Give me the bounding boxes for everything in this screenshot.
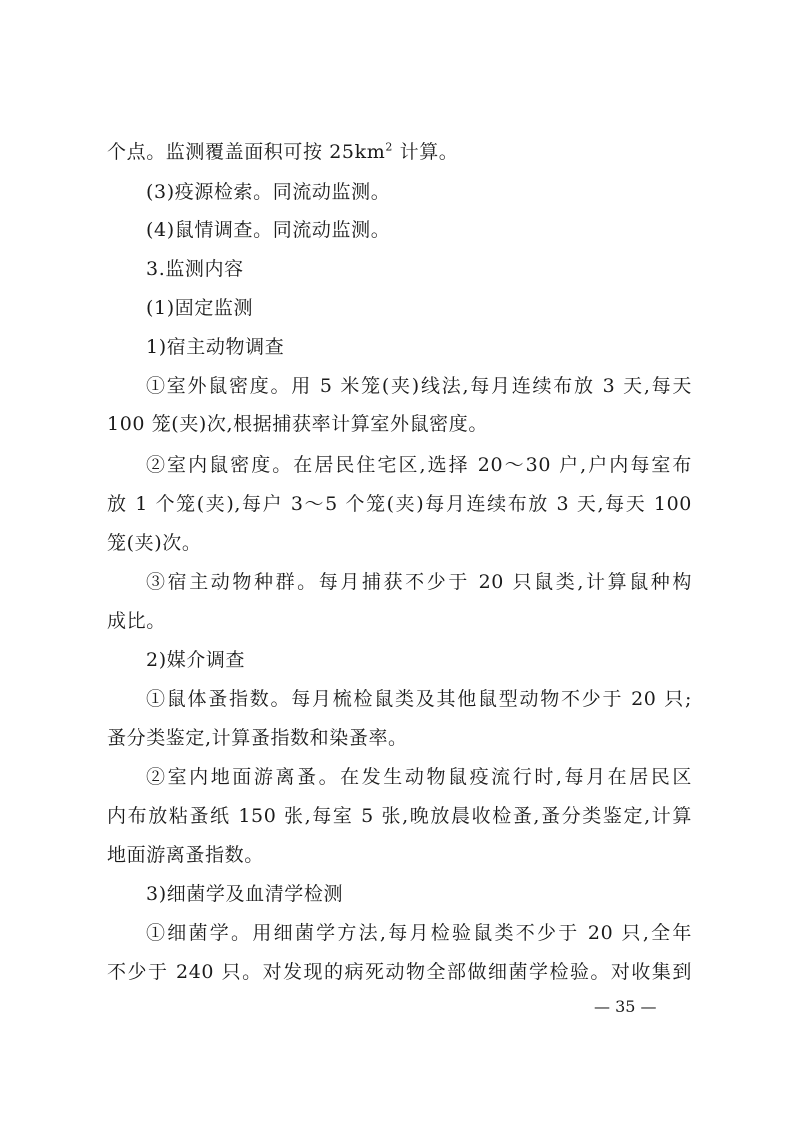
section-heading: 3.监测内容 — [146, 258, 244, 280]
text-span: 个点。监测覆盖面积可按 25km — [107, 141, 386, 163]
superscript: 2 — [385, 140, 393, 154]
text-span: 计算。 — [392, 141, 459, 163]
section-heading: 3)细菌学及血清学检测 — [146, 883, 344, 905]
paragraph-line: 内布放粘蚤纸 150 张,每室 5 张,晚放晨收检蚤,蚤分类鉴定,计算 — [107, 805, 692, 827]
paragraph-line: ①鼠体蚤指数。每月梳检鼠类及其他鼠型动物不少于 20 只; — [146, 688, 692, 710]
paragraph-line: 笼(夹)次。 — [107, 532, 202, 554]
paragraph-line — [107, 140, 458, 164]
paragraph-line: 放 1 个笼(夹),每户 3～5 个笼(夹)每月连续布放 3 天,每天 100 — [107, 493, 692, 515]
paragraph-line: 100 笼(夹)次,根据捕获率计算室外鼠密度。 — [107, 413, 488, 435]
paragraph-line: 不少于 240 只。对发现的病死动物全部做细菌学检验。对收集到 — [107, 961, 692, 983]
section-heading: 2)媒介调查 — [146, 649, 246, 671]
paragraph-line: ③宿主动物种群。每月捕获不少于 20 只鼠类,计算鼠种构 — [146, 571, 692, 593]
paragraph-line: (3)疫源检索。同流动监测。 — [146, 181, 391, 203]
paragraph-line: 蚤分类鉴定,计算蚤指数和染蚤率。 — [107, 727, 408, 749]
section-heading: (1)固定监测 — [146, 297, 254, 319]
paragraph-line: ①细菌学。用细菌学方法,每月检验鼠类不少于 20 只,全年 — [146, 922, 692, 944]
paragraph-line: ②室内鼠密度。在居民住宅区,选择 20～30 户,户内每室布 — [146, 454, 692, 476]
paragraph-line: (4)鼠情调查。同流动监测。 — [146, 219, 391, 241]
paragraph-line: ①室外鼠密度。用 5 米笼(夹)线法,每月连续布放 3 天,每天 — [146, 375, 692, 397]
paragraph-line: ②室内地面游离蚤。在发生动物鼠疫流行时,每月在居民区 — [146, 766, 692, 788]
paragraph-line: 地面游离蚤指数。 — [107, 844, 264, 866]
paragraph-line: 成比。 — [107, 610, 166, 632]
section-heading: 1)宿主动物调查 — [146, 336, 285, 358]
page-number: — 35 — — [594, 997, 657, 1016]
